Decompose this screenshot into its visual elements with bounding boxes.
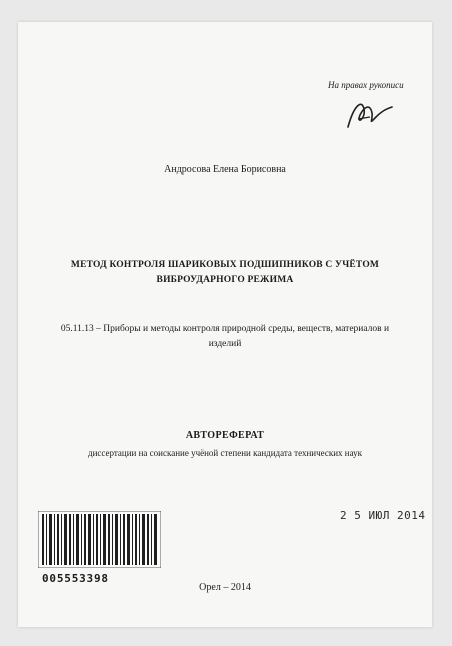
manuscript-note: На правах рукописи	[328, 80, 404, 90]
document-type-heading: АВТОРЕФЕРАТ	[185, 430, 265, 441]
barcode-image	[38, 511, 161, 568]
degree-description: диссертации на соискание учёной степени кандидата технических наук	[87, 448, 363, 458]
document-page	[18, 22, 432, 627]
handwritten-signature	[340, 95, 410, 135]
dissertation-title: МЕТОД КОНТРОЛЯ ШАРИКОВЫХ ПОДШИПНИКОВ С УЧЁТОМ ВИБРОУДАРНОГО РЕЖИМА	[70, 260, 380, 285]
city-year: Орел – 2014	[199, 582, 251, 593]
barcode-number: 005553398	[42, 572, 109, 585]
author-name: Андросова Елена Борисовна	[164, 164, 286, 175]
specialty-code: 05.11.13 – Приборы и методы контроля природной среды, веществ, материалов и изделий	[60, 324, 390, 349]
date-stamp: 2 5 ИЮЛ 2014	[340, 509, 426, 522]
